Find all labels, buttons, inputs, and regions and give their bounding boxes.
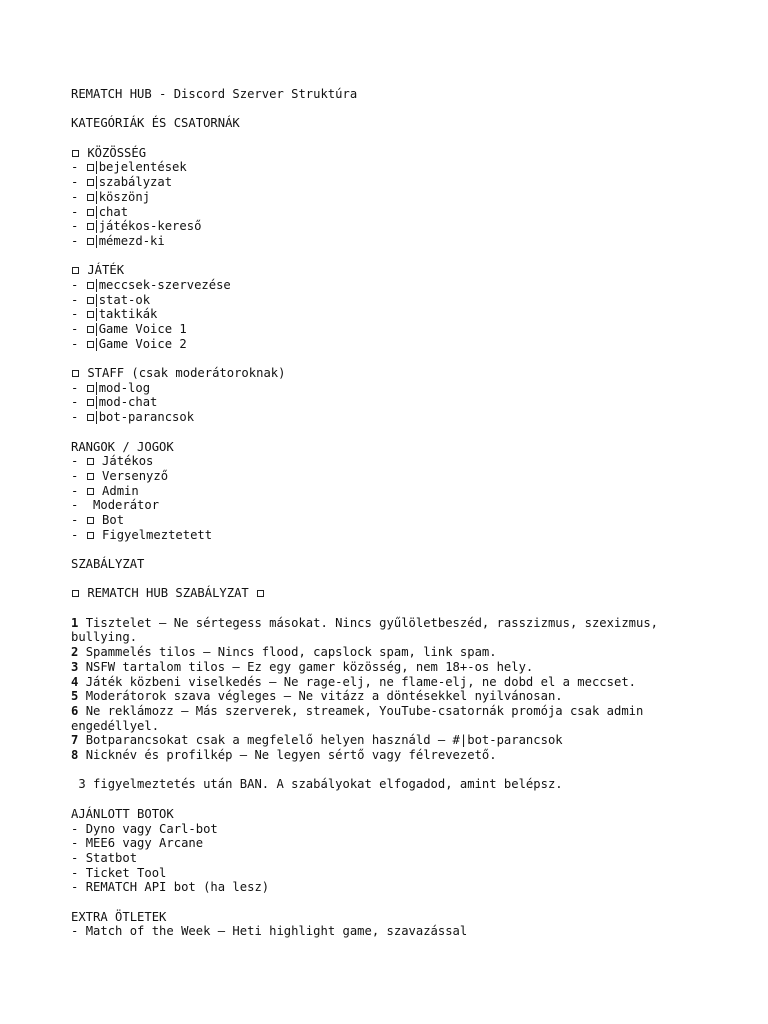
channel-item: - szabályzat [71,175,173,190]
category-header: STAFF (csak moderátoroknak) [71,366,711,381]
channel-item: - bejelentések [71,160,187,175]
channel-emoji-icon [87,223,94,230]
role-emoji-icon [87,458,94,465]
category-header: KÖZÖSSÉG [71,146,711,161]
bots-heading: AJÁNLOTT BOTOK [71,806,174,821]
channel-emoji-icon [87,414,94,421]
channel-emoji-icon [87,385,94,392]
channel-item: - chat [71,204,129,219]
channel-item: - taktikák [71,307,158,322]
roles-heading: RANGOK / JOGOK [71,439,174,454]
channel-emoji-icon [87,341,94,348]
bot-item: - Dyno vagy Carl-bot [71,821,218,836]
role-item: - Figyelmeztetett [71,527,213,542]
rule-item: 2 Spammelés tilos – Nincs flood, capslock spam, link spam. [71,645,497,660]
extras-heading: EXTRA ÖTLETEK [71,909,167,924]
category-header: JÁTÉK [71,263,711,278]
rule-item: 7 Botparancsokat csak a megfelelő helyen használd – #|bot-parancsok [71,733,563,748]
role-item: - Moderátor [71,498,160,513]
channel-item: - játékos-kereső [71,219,202,234]
channel-item: - stat-ok [71,292,151,307]
category-emoji-icon [72,150,79,157]
channel-item: - mod-log [71,380,151,395]
role-emoji-icon [87,473,94,480]
rules-emoji-icon [257,590,264,597]
channel-emoji-icon [87,194,94,201]
bot-item: - Statbot [71,850,138,865]
rules-heading: SZABÁLYZAT [71,557,145,571]
channel-item: - mémezd-ki [71,233,165,248]
rule-item: 3 NSFW tartalom tilos – Ez egy gamer közösség, nem 18+-os hely. [71,659,534,674]
channel-item: - bot-parancsok [71,410,195,425]
channel-item: - Game Voice 2 [71,336,187,351]
channel-emoji-icon [87,238,94,245]
channel-item: - mod-chat [71,395,158,410]
channel-emoji-icon [87,311,94,318]
warning-note: 3 figyelmeztetés után BAN. A szabályokat elfogadod, amint belépsz. [78,777,563,792]
category-emoji-icon [72,370,79,377]
categories-heading: KATEGÓRIÁK ÉS CSATORNÁK [71,116,240,131]
role-emoji-icon [87,517,94,524]
rules-emoji-icon [72,590,79,597]
bot-item: - Ticket Tool [71,865,167,880]
document-content [71,87,711,939]
channel-item: - köszönj [71,189,151,204]
document-title: REMATCH HUB - Discord Szerver Struktúra [71,87,358,101]
channel-emoji-icon [87,282,94,289]
channel-emoji-icon [87,297,94,304]
bot-item: - REMATCH API bot (ha lesz) [71,880,270,895]
role-item: - Játékos [71,454,154,469]
role-item: - Versenyző [71,468,169,483]
channel-item: - meccsek-szervezése [71,277,231,292]
channel-item: - Game Voice 1 [71,322,187,336]
role-emoji-icon [87,488,94,495]
channel-emoji-icon [87,326,94,333]
rule-item: 1 Tisztelet – Ne sértegess másokat. Nincs gyűlöletbeszéd, rasszizmus, szexizmus, bullying. [71,615,666,645]
category-emoji-icon [72,267,79,274]
rule-item: 6 Ne reklámozz – Más szerverek, streamek, YouTube-csatornák promója csak admin engedéllyel. [71,703,651,733]
channel-emoji-icon [87,164,94,171]
role-item: - Bot [71,512,125,527]
channel-emoji-icon [87,209,94,216]
rule-item: 4 Játék közbeni viselkedés – Ne rage-elj, ne flame-elj, ne dobd el a meccset. [71,674,636,689]
role-item: - Admin [71,483,139,498]
role-emoji-icon [87,532,94,539]
bot-item: - MEE6 vagy Arcane [71,836,204,851]
channel-emoji-icon [87,179,94,186]
extra-item: - Match of the Week – Heti highlight game, szavazással [71,924,468,939]
rule-item: 5 Moderátorok szava végleges – Ne vitázz a döntésekkel nyilvánosan. [71,689,563,704]
channel-emoji-icon [87,399,94,406]
rules-title: REMATCH HUB SZABÁLYZAT [71,586,711,601]
rule-item: 8 Nicknév és profilkép – Ne legyen sértő vagy félrevezető. [71,748,497,763]
